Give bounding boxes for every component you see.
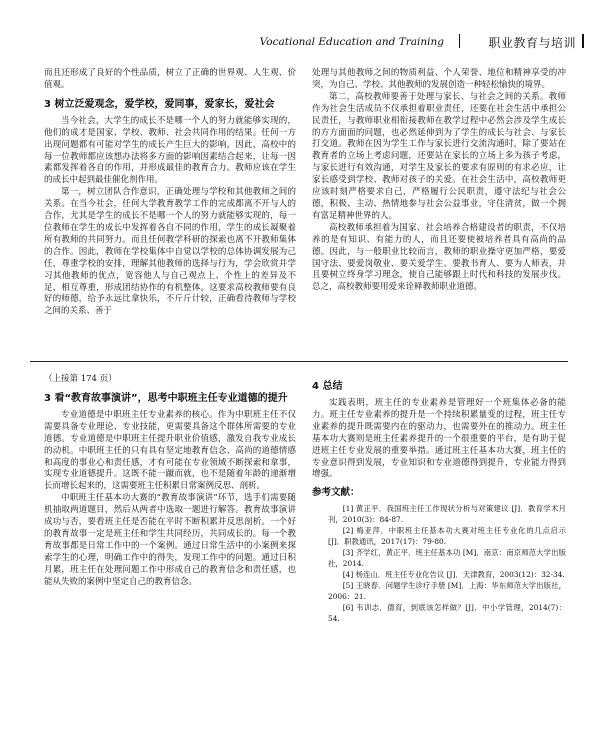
- references-title: 参考文献：: [312, 487, 360, 499]
- reference-list: [312, 503, 566, 624]
- paragraph: 中职班主任基本功大赛的“教育故事演讲”环节，选手们需要随机抽取两道题目，然后从两者中选取一题进行解答。教育故事演讲成功与否，要看班主任是否能在平时不断积累并反思剖析。一个好的教育故事一定是班主任和学生共同经历，共同成长的。每一个教育故事都是日常工作中的一个案例。通过日常生活中的小案例来探索学生的心理，明确工作中的得失，发现工作中的问题。通过日积月累，班主任在处理问题工作中形成自己的教育信念和责任感，也能从失败的案例中坚定自己的教育信念。: [44, 493, 296, 587]
- upper-left-column: [44, 68, 296, 318]
- paragraph: 第二，高校教师要善于处理与家长、与社会之间的关系。教师作为社会生活成员不仅承担着职业责任，还要在社会生活中承担公民责任，与教师职业相衔接教师在教学过程中必然会涉及学生成长的方方面面的问题，也必然延伸到为了学生的成长与社会、与家长打交道。教师在因为学生工作与家长进行交流沟通时，除了要站在教育者的立场上考虑问题，还要站在家长的立场上多为孩子考虑，与家长进行有效沟通，对学生及家长的要求有原则的有求必应，让家长感受到学校、教师对孩子的关爱。在社会生活中，高校教师更应该时刻严格要求自己，严格履行公民职责，遵守法纪与社会公德，积极、主动、热情地参与社会公益事业，守住清贫，做一个拥有富足精神世界的人。: [312, 91, 566, 221]
- section-heading: 3 看“教育故事演讲”，思考中职班主任专业道德的提升: [44, 392, 288, 404]
- paragraph: 专业道德是中职班主任专业素养的核心。作为中职班主任不仅需要具备专业理论、专业技能，更需要具备这个群体所需要的专业道德。专业道德是中职班主任提升职业价值感，激发自我专业成长的动机。中职班主任的只有具有坚定地教育信念、高尚的道德情感和高度的事业心和责任感，才有可能在专业领域不断探索和拿事，实现专业道德提升。这既不能一蹴而就，也不是随着年龄的递渐增长而增长起来的，这需要班主任积累日常案例反思、剖析。: [44, 409, 296, 492]
- upper-right-column: [312, 68, 566, 294]
- paragraph: 处理与其他教师之间的物质利益、个人荣誉、地位和精神享受的冲突，为自己、学校、其他教师的发展创造一种轻松愉快的境界。: [312, 68, 566, 90]
- lower-left-column: [44, 374, 296, 589]
- header-end-bar: [582, 34, 584, 48]
- reference-item: [6] 韦训志．德育，到底该怎样做？[J]．中小学管理，2014(7)：54.: [328, 603, 566, 624]
- continued-note: （上接第 174 页）: [44, 374, 117, 384]
- reference-item: [2] 梅亚萍．中职班主任基本功大赛对班主任专业化的几点启示 [J]．职教通讯，2017(17)：79-80.: [328, 526, 566, 547]
- paragraph: 高校教师承担着为国家、社会培养合格建设者的职责，不仅培养的是有知识、有能力的人，而且还要使被培养者具有高尚的品德。因此，与一般职业比较而言，教师的职业操守更加严格，要爱国守法、要爱岗敬业、要关爱学生、要教书育人、要为人师表，并且要树立终身学习理念，使自己能够跟上时代和科技的发展步伐。总之，高校教师要用爱来诠释教师职业道德。: [312, 222, 566, 293]
- paragraph: 实践表明，班主任的专业素养是管理好一个班集体必备的能力。班主任专业素养的提升是一个持续积累量变的过程，班主任专业素养的提升既需要内在的驱动力，也需要外在的推动力。班主任基本功大赛则是班主任素养提升的一个很重要的平台，是有助于促进班主任专业发展的重要举措。通过班主任基本功大赛，班主任的专业意识得到发展，专业知识和专业道德得到提升，专业能力得到增强。: [312, 398, 566, 480]
- paragraph: 第一，树立团队合作意识，正确处理与学校和其他教师之间的关系。在当今社会，任何大学教育教学工作的完成都离不开与人的合作，尤其是学生的成长不是哪一个人的努力就能够实现的，每一位教师在学生的成长中发挥着各自不同的作用，学生的成长凝聚着所有教师的共同努力。而且任何教学科研的探索也离不开教师集体的合作。因此，教师在学校集体中自觉以学校的总体协调发展为己任，尊重学校的安排，理解其他教师的选择与行为，学会欣赏并学习其他教师的优点，宽容他人与自己观点上、个性上的差异及不足，相互尊重，形成团结协作的有机整体。这要求高校教师要有良好的师德，给予永远比拿快乐，不斤斤计较，正确看待教师与学校之间的关系、善于: [44, 187, 296, 317]
- article-divider: [30, 361, 568, 362]
- header-separator: [459, 34, 460, 48]
- lower-right-column: [312, 374, 566, 624]
- reference-item: [5] 王晓春．问题学生诊疗手册 [M]．上海：华东师范大学出版社，2006：21.: [328, 581, 566, 602]
- reference-item: [1] 黄正平．我国班主任工作现状分析与对策建议 [J]．教育学术月刊，2010(3)：84-87.: [328, 504, 566, 525]
- paragraph: 当今社会，大学生的成长不是哪一个人的努力就能够实现的，他们的成才是国家、学校、教师、社会共同作用的结果。任何一方出现问题都有可能对学生的成长产生巨大的影响，因此，高校中的每一位教师都应该想办法将多方面的影响因素结合起来，让每一因素都发挥着各自的作用，并形成最佳的教育合力。教师应该在学生的成长中起到最佳催化剂作用。: [44, 115, 296, 186]
- reference-item: [3] 齐学红，黄正平．班主任基本功 [M]．南京：南京师范大学出版社，2014.: [328, 548, 566, 569]
- journal-title-cn: 职业教育与培训: [488, 36, 576, 50]
- paragraph: 而且还形成了良好的个性品质，树立了正确的世界观、人生观、价值观。: [44, 68, 296, 90]
- section-heading: 3 树立泛爱观念，爱学校，爱同事，爱家长，爱社会: [44, 98, 275, 110]
- section-heading: 4 总结: [312, 381, 343, 392]
- running-header: [0, 0, 608, 50]
- journal-title-en: Vocational Education and Training: [259, 36, 444, 48]
- reference-item: [4] 杨连山．班主任专业化告议 [J]．天津教育，2003(12)：32-34.: [342, 570, 565, 580]
